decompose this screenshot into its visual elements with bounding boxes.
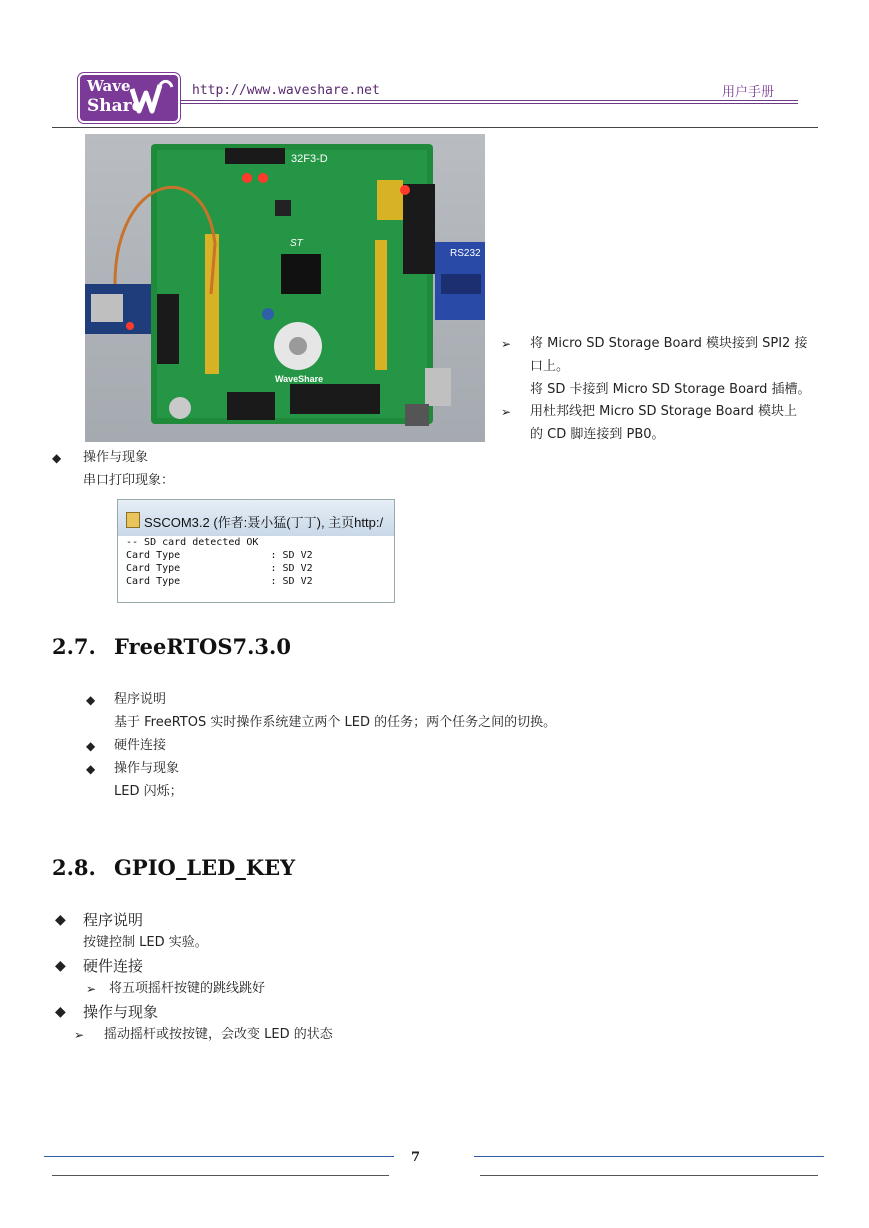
header-line — [180, 103, 798, 104]
bullet-heading: 硬件连接 — [83, 957, 144, 975]
header-rule — [52, 127, 818, 128]
bullet-text: 摇动摇杆或按按键，会改变 LED 的状态 — [104, 1027, 333, 1042]
terminal-title: SSCOM3.2 (作者:聂小猛(丁丁), 主页http:/ — [144, 515, 384, 530]
bullet-text: 将五项摇杆按键的跳线跳好 — [109, 981, 266, 996]
terminal-line: Card Type : SD V2 — [126, 563, 313, 574]
section-number: 2.8. — [52, 855, 96, 880]
arrow-bullet: ➢ — [86, 982, 97, 996]
diamond-bullet: ◆ — [52, 451, 62, 465]
note-line: 口上。 — [530, 359, 570, 374]
bullet-heading: 操作与现象 — [114, 761, 180, 776]
note-line: 用杜邦线把 Micro SD Storage Board 模块上 — [530, 404, 797, 419]
terminal-line: Card Type : SD V2 — [126, 576, 313, 587]
app-icon — [126, 512, 140, 528]
bullet-text: 基于 FreeRTOS 实时操作系统建立两个 LED 的任务；两个任务之间的切换。 — [114, 715, 557, 730]
board-brand-label: WaveShare — [275, 374, 324, 384]
bullet-heading: 操作与现象 — [83, 1003, 159, 1021]
diamond-bullet: ◆ — [86, 739, 96, 753]
section-title: FreeRTOS7.3.0 — [114, 634, 291, 659]
bullet-text: LED 闪烁； — [114, 784, 183, 799]
arrow-bullet: ➢ — [74, 1028, 85, 1042]
header-doc-title: 用户手册 — [722, 85, 775, 100]
serial-caption: 串口打印现象： — [83, 473, 175, 488]
board-label: 32F3-D — [291, 153, 328, 165]
board-illustration — [85, 134, 485, 442]
header-line — [180, 100, 798, 101]
arrow-bullet: ➢ — [501, 405, 512, 419]
bullet-heading: 操作与现象 — [83, 450, 149, 465]
rs232-label: RS232 — [450, 248, 481, 259]
diamond-bullet: ◆ — [55, 1004, 66, 1020]
footer-line — [44, 1156, 394, 1157]
bullet-heading: 程序说明 — [83, 911, 144, 929]
board-photo — [85, 134, 485, 442]
diamond-bullet: ◆ — [55, 912, 66, 928]
footer-line — [52, 1175, 389, 1176]
page-number: 7 — [411, 1150, 421, 1165]
footer-line — [480, 1175, 818, 1176]
section-title: GPIO_LED_KEY — [114, 855, 296, 880]
bullet-text: 按键控制 LED 实验。 — [83, 935, 208, 950]
note-line: 的 CD 脚连接到 PB0。 — [530, 427, 665, 442]
waveshare-logo — [78, 73, 180, 123]
diamond-bullet: ◆ — [55, 958, 66, 974]
arrow-bullet: ➢ — [501, 337, 512, 351]
diamond-bullet: ◆ — [86, 762, 96, 776]
diamond-bullet: ◆ — [86, 693, 96, 707]
serial-terminal-screenshot — [117, 499, 395, 603]
chip-mark: ST — [290, 238, 303, 249]
bullet-heading: 硬件连接 — [114, 738, 167, 753]
logo-text-share: Share — [87, 96, 143, 116]
terminal-titlebar — [118, 500, 394, 536]
bullet-heading: 程序说明 — [114, 692, 167, 707]
header-url[interactable]: http://www.waveshare.net — [192, 83, 380, 98]
note-line: 将 Micro SD Storage Board 模块接到 SPI2 接 — [530, 336, 808, 351]
terminal-line: Card Type : SD V2 — [126, 550, 313, 561]
logo-wave-icon — [130, 77, 174, 119]
logo-text-wave: Wave — [87, 77, 131, 95]
terminal-line: -- SD card detected OK — [126, 537, 259, 548]
footer-line — [474, 1156, 824, 1157]
section-number: 2.7. — [52, 634, 96, 659]
note-line: 将 SD 卡接到 Micro SD Storage Board 插槽。 — [530, 382, 811, 397]
terminal-output — [118, 536, 395, 602]
